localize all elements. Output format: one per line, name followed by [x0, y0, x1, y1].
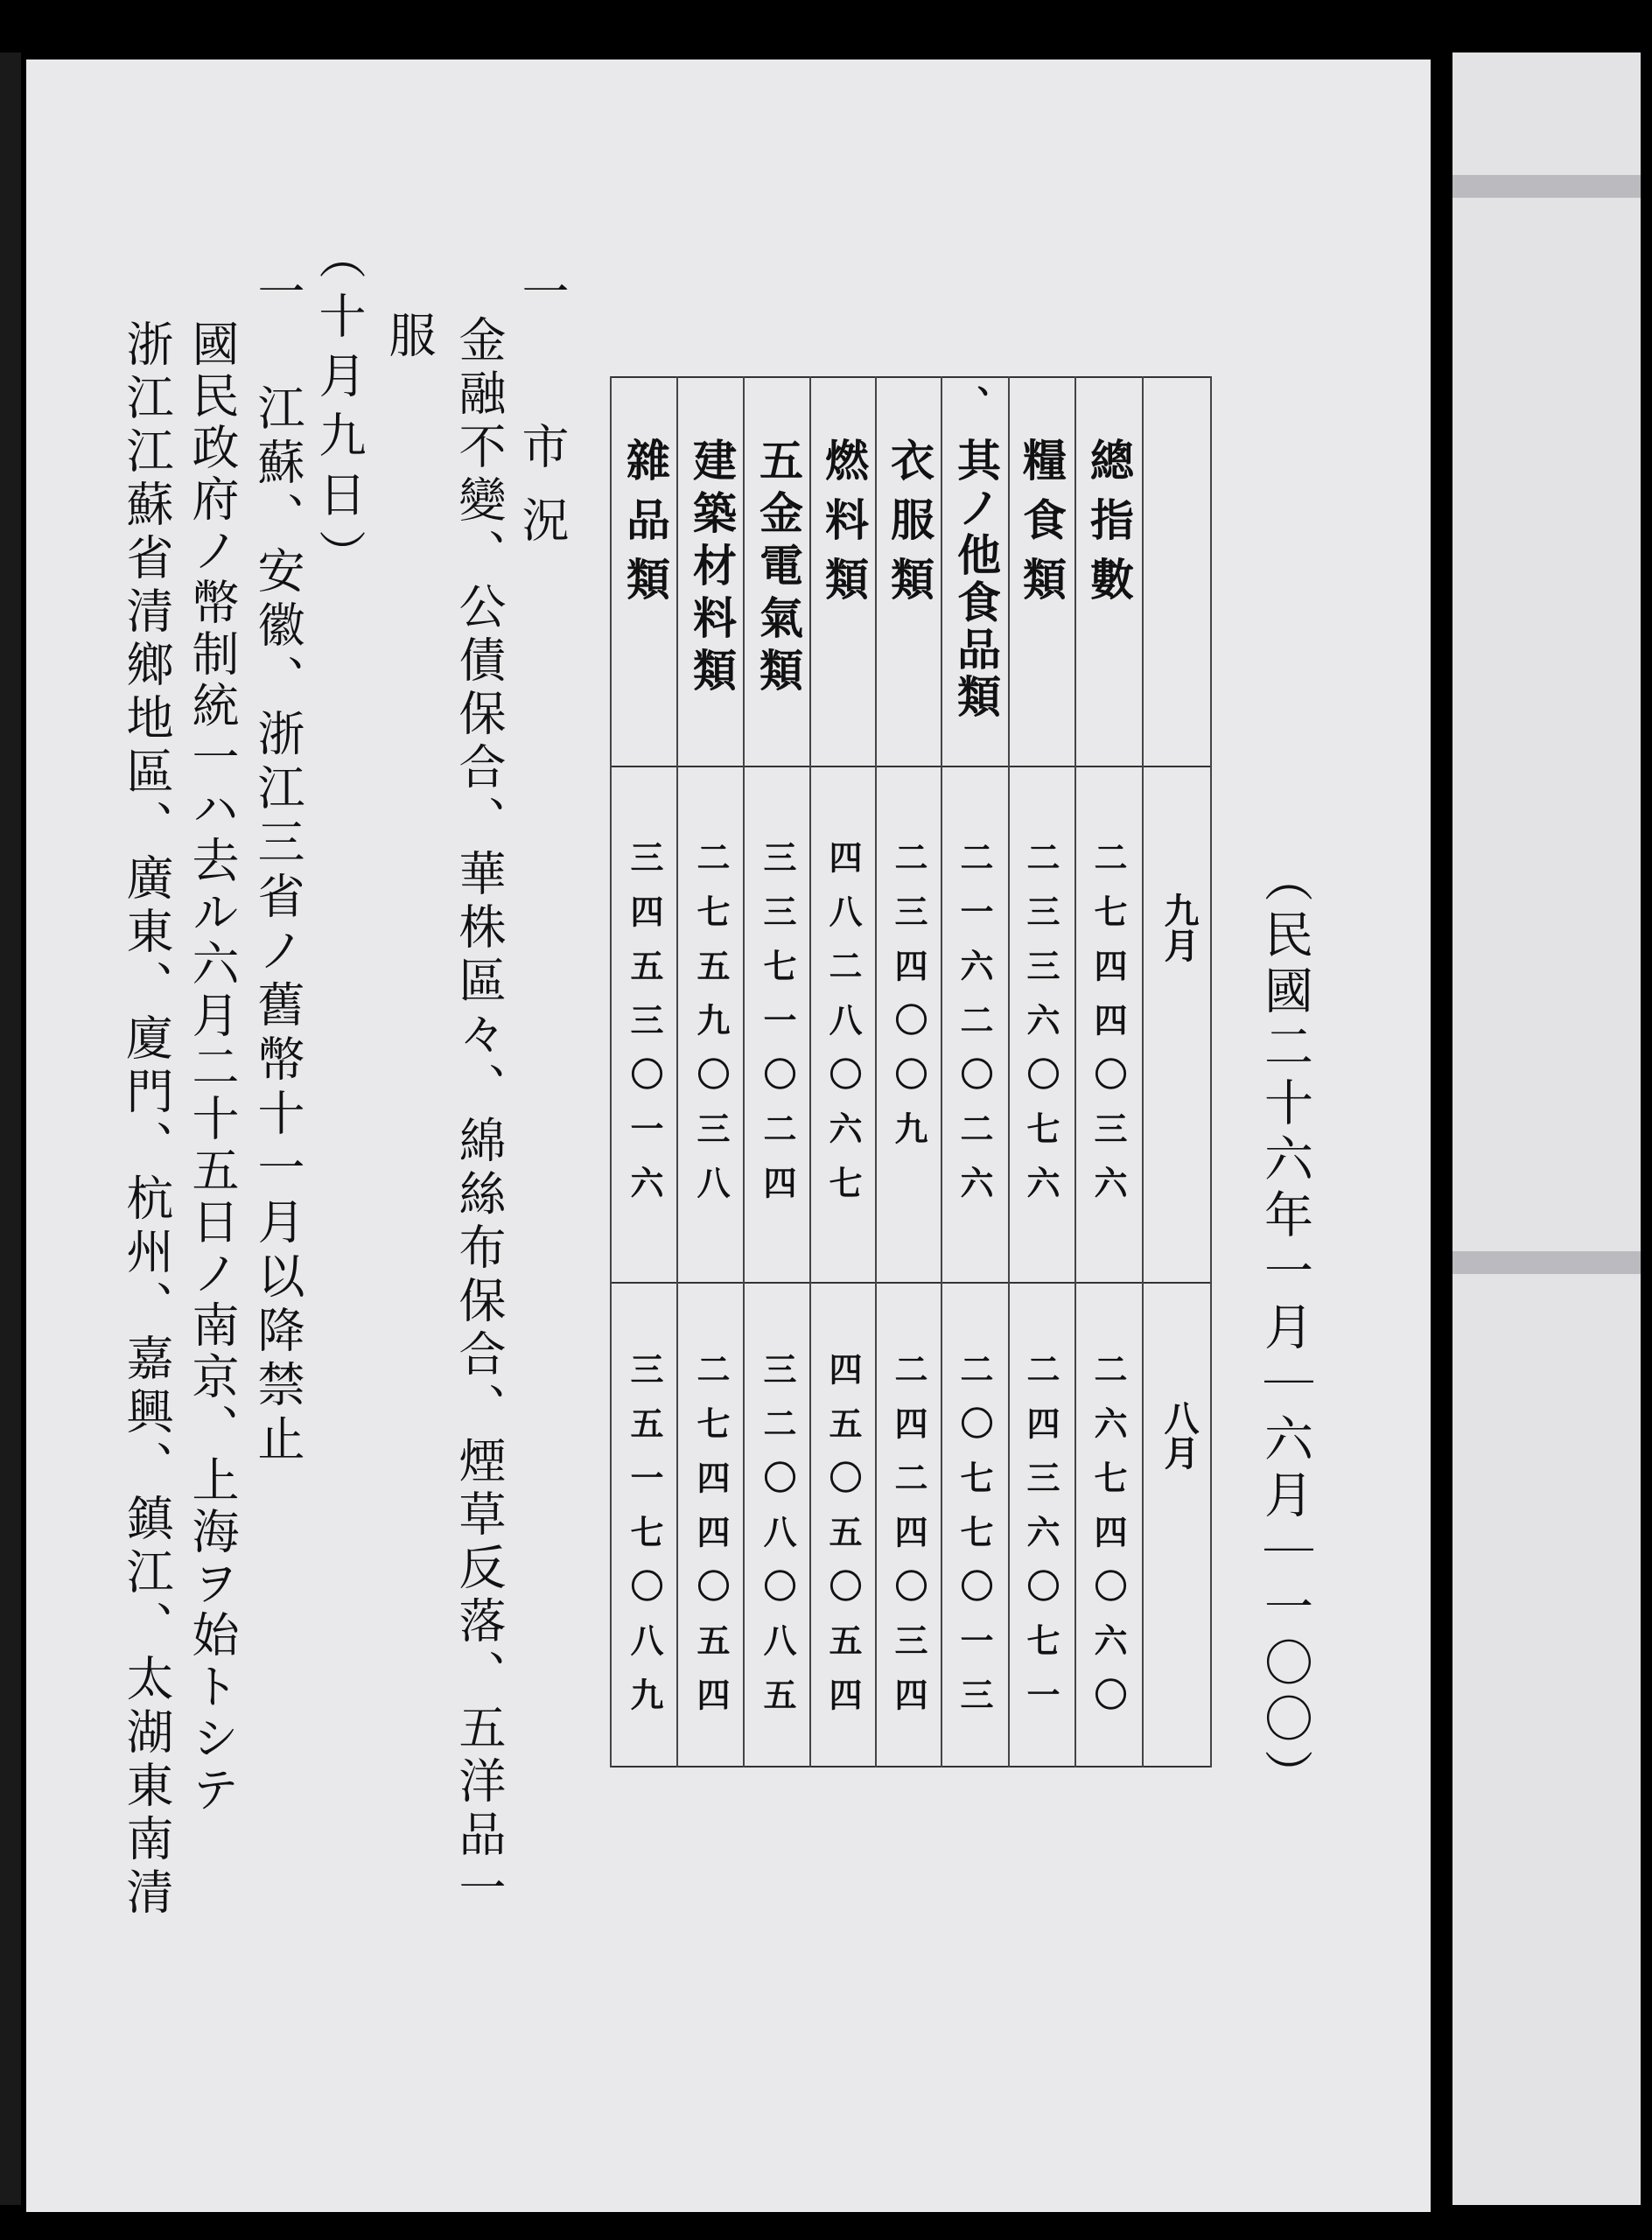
table-col-line — [743, 376, 745, 1768]
news-item-title: 一 江蘇、安徽、浙江三省ノ舊幣十一月以降禁止 — [250, 267, 305, 1468]
table-heading: （民國二十六年一月｜六月｜一〇〇） — [1256, 853, 1313, 1805]
value-august: 二四三六〇七一 — [1021, 1352, 1060, 1732]
column-header-sept: 九月 — [1158, 892, 1200, 962]
table-col-line — [809, 376, 811, 1768]
category-label: 總指數 — [1083, 438, 1135, 616]
category-label: 糧食類 — [1016, 438, 1068, 616]
adjacent-page-text-fragment — [1452, 175, 1641, 198]
value-august: 二四二四〇三四 — [889, 1352, 928, 1732]
table-col-line — [1142, 376, 1144, 1768]
table-rule-middle — [610, 1282, 1212, 1284]
adjacent-page-edge — [1452, 52, 1641, 2205]
value-august: 三二〇八〇八五 — [758, 1352, 797, 1732]
news-item-text: 國民政府ノ幣制統一ハ去ル六月二十五日ノ南京、上海ヲ始トシテ — [185, 319, 240, 1816]
table-col-line — [676, 376, 678, 1768]
category-separator: 、 — [949, 385, 990, 420]
value-august: 二〇七七〇一三 — [955, 1352, 994, 1732]
value-september: 四八二八〇六七 — [823, 840, 863, 1220]
value-september: 二三四〇〇九 — [889, 840, 928, 1166]
market-heading: 一 市況 — [514, 267, 570, 569]
column-header-aug: 八月 — [1158, 1400, 1200, 1470]
value-september: 二一六二〇二六 — [955, 840, 994, 1220]
category-label: 建築材料類 — [686, 438, 738, 700]
table-col-line — [1074, 376, 1076, 1768]
value-september: 二七四四〇三六 — [1088, 840, 1128, 1220]
table-rule-header — [610, 766, 1212, 767]
table-col-line — [941, 376, 942, 1768]
market-text-line: 服 — [382, 311, 437, 366]
category-label: 其ノ他食品類 — [950, 438, 1002, 721]
table-col-line — [1210, 376, 1212, 1768]
market-text-line: 金融不變、公債保合、華株區々、綿絲布保合、煙草反落、五洋品一 — [452, 315, 507, 1916]
table-col-line — [1008, 376, 1010, 1768]
value-august: 三五一七〇八九 — [625, 1352, 664, 1732]
category-label: 燃料類 — [818, 438, 870, 616]
news-item-text: 浙江江蘇省清鄉地區、廣東、廈門、杭州、嘉興、鎮江、太湖東南清 — [119, 319, 174, 1921]
binding-gutter — [0, 52, 21, 2205]
value-august: 二六七四〇六〇 — [1088, 1352, 1128, 1732]
category-label: 五金電氣類 — [752, 438, 804, 700]
table-rule-bottom — [610, 1766, 1212, 1768]
value-september: 三三七一〇二四 — [758, 840, 797, 1220]
date-line: （十月九日） — [312, 232, 367, 589]
value-september: 二三三六〇七六 — [1021, 840, 1060, 1220]
value-september: 二七五九〇三八 — [691, 840, 731, 1220]
table-col-line — [610, 376, 612, 1768]
value-august: 四五〇五〇五四 — [823, 1352, 863, 1732]
table-col-line — [875, 376, 877, 1768]
table-rule-top — [610, 376, 1212, 378]
value-august: 二七四四〇五四 — [691, 1352, 731, 1732]
adjacent-page-text-fragment — [1452, 1251, 1641, 1274]
category-label: 雜品類 — [620, 438, 671, 616]
value-september: 三四五三〇一六 — [625, 840, 664, 1220]
category-label: 衣服類 — [884, 438, 935, 616]
